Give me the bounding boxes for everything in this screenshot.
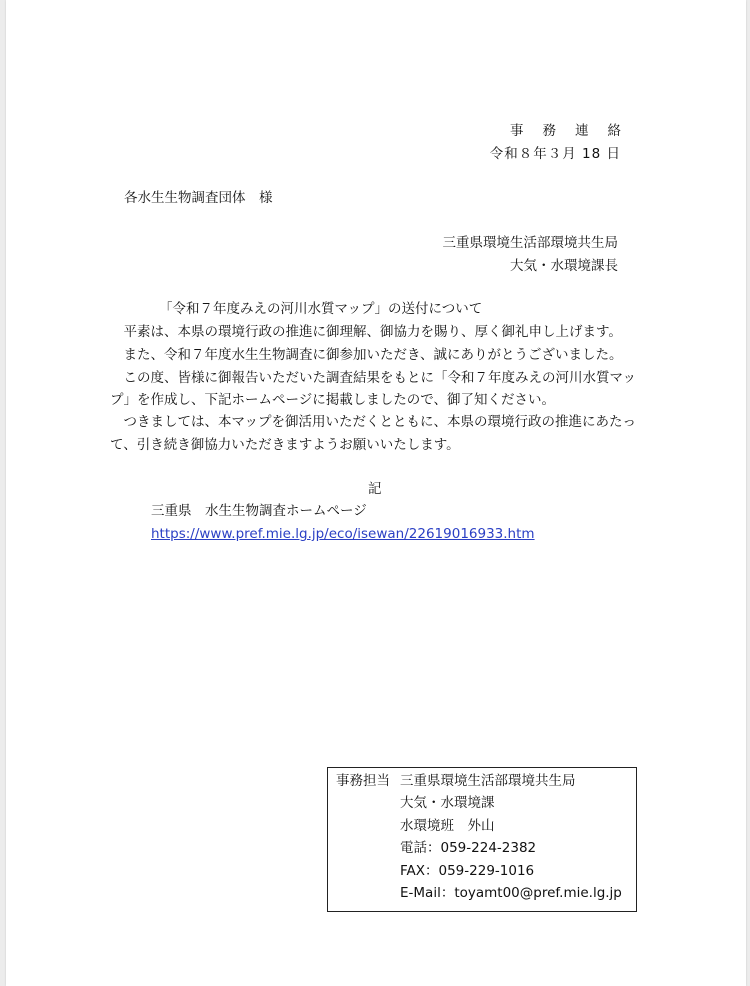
body-paragraph-line: この度、皆様に御報告いただいた調査結果をもとに「令和７年度みえの河川水質マッ <box>110 370 636 386</box>
document-type: 事務連絡 <box>510 123 640 139</box>
contact-team: 水環境班 外山 <box>400 818 495 834</box>
contact-phone: 電話：059-224-2382 <box>400 840 537 856</box>
addressee: 各水生生物調査団体 様 <box>124 190 273 206</box>
contact-label: 事務担当 <box>336 773 390 789</box>
document-date: 令和８年３月 18 日 <box>489 146 621 162</box>
record-mark: 記 <box>368 481 382 497</box>
document-page <box>6 0 746 986</box>
sender-department: 三重県環境生活部環境共生局 <box>442 235 618 251</box>
body-paragraph-line: て、引き続き御協力いただきますようお願いいたします。 <box>110 437 460 453</box>
body-paragraph-line: プ」を作成し、下記ホームページに掲載しましたので、御了知ください。 <box>110 392 555 408</box>
homepage-link-label: 三重県 水生生物調査ホームページ <box>151 503 367 519</box>
contact-division: 大気・水環境課 <box>400 795 495 811</box>
contact-box <box>327 767 637 912</box>
subject-line: 「令和７年度みえの河川水質マップ」の送付について <box>159 301 483 317</box>
body-paragraph-line: つきましては、本マップを御活用いただくとともに、本県の環境行政の推進にあたっ <box>110 414 636 430</box>
contact-fax: FAX：059-229-1016 <box>400 863 535 879</box>
body-paragraph-line: また、令和７年度水生生物調査に御参加いただき、誠にありがとうございました。 <box>110 347 623 363</box>
contact-department: 三重県環境生活部環境共生局 <box>400 773 576 789</box>
sender-division: 大気・水環境課長 <box>510 258 618 274</box>
homepage-link[interactable]: https://www.pref.mie.lg.jp/eco/isewan/22619016933.htm <box>151 526 535 542</box>
contact-email: E-Mail：toyamt00@pref.mie.lg.jp <box>400 885 622 901</box>
body-paragraph-line: 平素は、本県の環境行政の推進に御理解、御協力を賜り、厚く御礼申し上げます。 <box>110 324 622 340</box>
